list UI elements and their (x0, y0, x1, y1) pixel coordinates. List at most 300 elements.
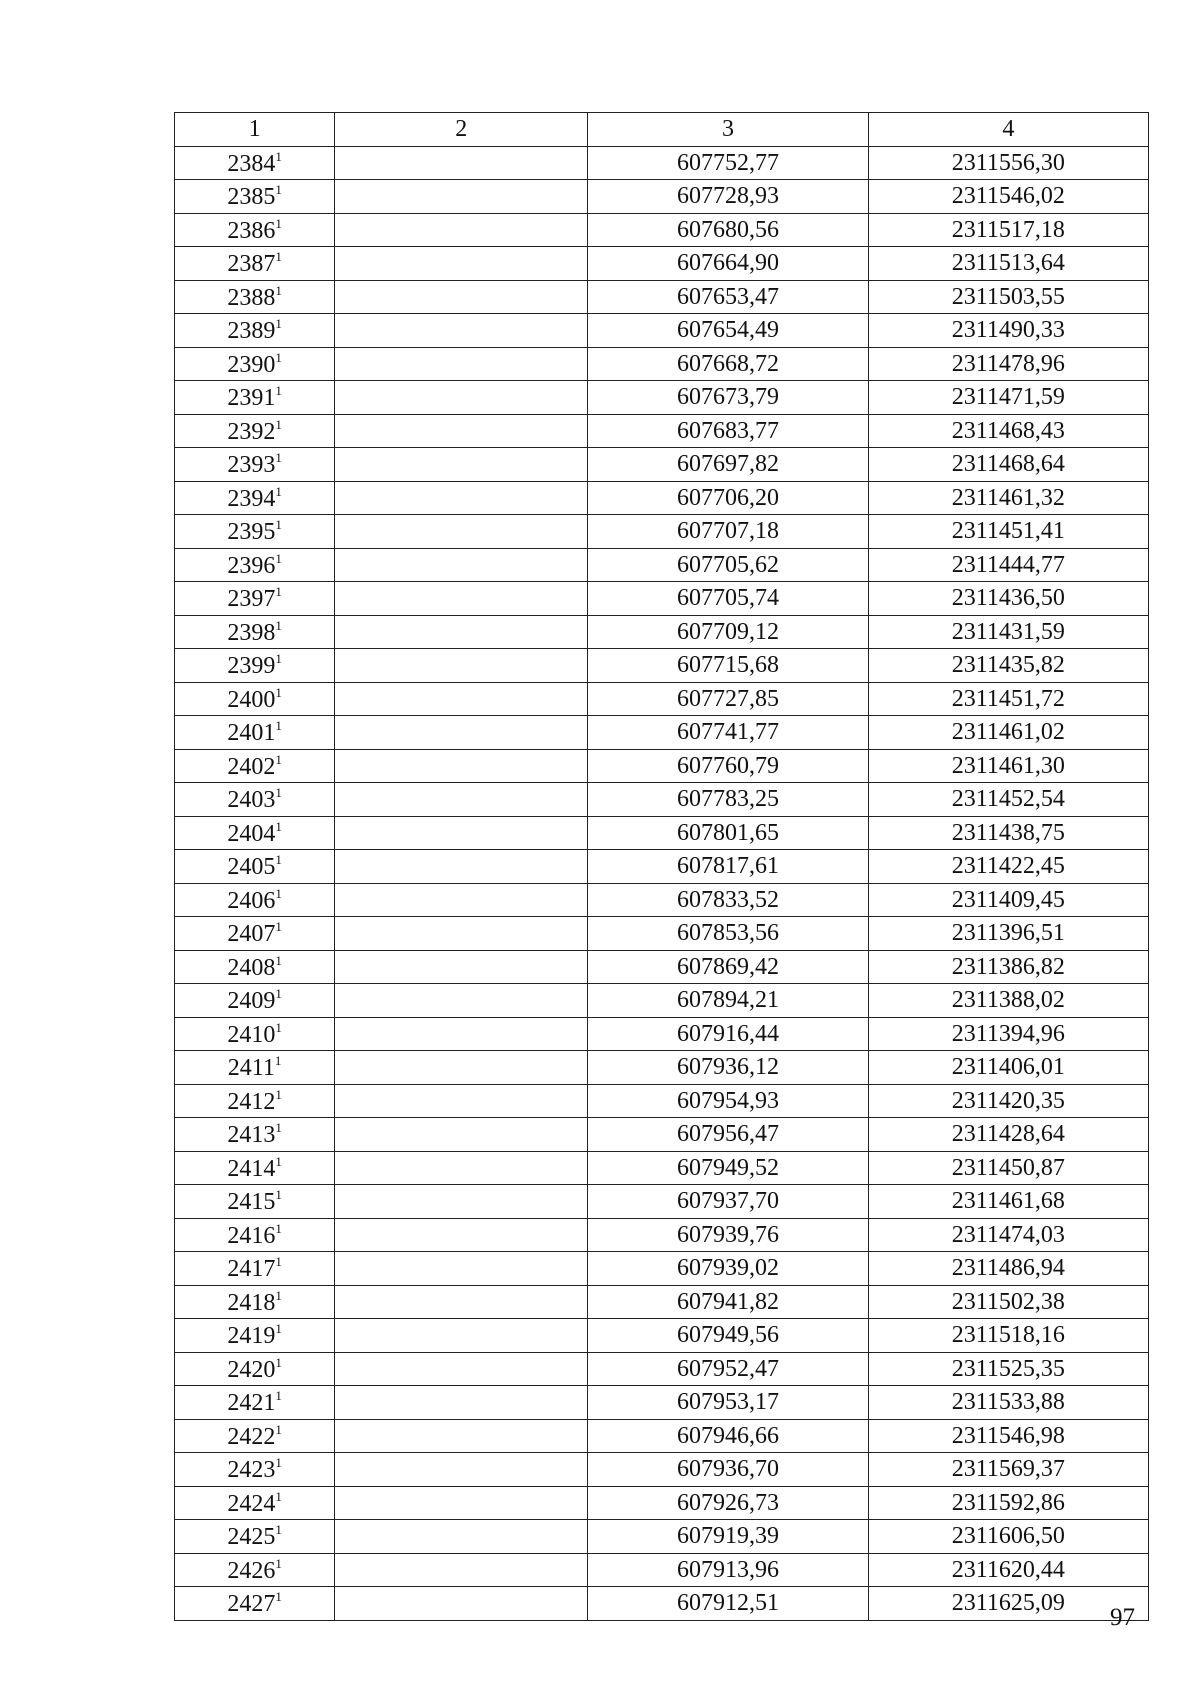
coordinate-y-cell: 2311468,43 (868, 414, 1148, 448)
table-row (175, 950, 1149, 984)
point-number-cell (175, 649, 335, 683)
point-number-cell (175, 716, 335, 750)
coordinate-x-cell: 607752,77 (588, 146, 868, 180)
table-row (175, 515, 1149, 549)
point-number-cell (175, 280, 335, 314)
point-number-cell (175, 816, 335, 850)
table-row (175, 582, 1149, 616)
column-2-cell (335, 314, 588, 348)
point-number: 2424 (227, 1490, 276, 1517)
column-2-cell (335, 682, 588, 716)
coordinate-x-cell: 607697,82 (588, 448, 868, 482)
column-2-cell (335, 1486, 588, 1520)
column-2-cell (335, 749, 588, 783)
coordinate-x-cell: 607949,52 (588, 1151, 868, 1185)
coordinate-y-cell: 2311406,01 (868, 1051, 1148, 1085)
coordinate-x-cell: 607941,82 (588, 1285, 868, 1319)
point-number-cell (175, 950, 335, 984)
point-number-superscript: 1 (275, 1388, 282, 1404)
table-row (175, 314, 1149, 348)
coordinate-x-cell: 607954,93 (588, 1084, 868, 1118)
point-number: 2398 (227, 619, 276, 646)
coordinate-x-cell: 607939,02 (588, 1252, 868, 1286)
column-2-cell (335, 1587, 588, 1621)
point-number-cell (175, 1486, 335, 1520)
table-header-row (175, 113, 1149, 147)
table-row (175, 146, 1149, 180)
point-number-superscript: 1 (275, 349, 282, 365)
point-number-cell (175, 1151, 335, 1185)
coordinate-y-cell: 2311461,32 (868, 481, 1148, 515)
point-number: 2397 (227, 586, 276, 613)
point-number-superscript: 1 (275, 919, 282, 935)
coordinate-x-cell: 607715,68 (588, 649, 868, 683)
coordinate-x-cell: 607707,18 (588, 515, 868, 549)
table-row (175, 1453, 1149, 1487)
point-number-superscript: 1 (275, 517, 282, 533)
point-number-superscript: 1 (275, 1421, 282, 1437)
point-number-superscript: 1 (275, 282, 282, 298)
column-2-cell (335, 1520, 588, 1554)
table-row (175, 1151, 1149, 1185)
column-2-cell (335, 917, 588, 951)
coordinate-y-cell: 2311452,54 (868, 783, 1148, 817)
column-2-cell (335, 716, 588, 750)
column-2-cell (335, 146, 588, 180)
table-row (175, 1017, 1149, 1051)
table-row (175, 615, 1149, 649)
table-row (175, 1285, 1149, 1319)
coordinates-table (174, 112, 1149, 1621)
coordinate-y-cell: 2311502,38 (868, 1285, 1148, 1319)
point-number-cell (175, 682, 335, 716)
column-2-cell (335, 247, 588, 281)
point-number: 2425 (227, 1524, 276, 1551)
coordinate-x-cell: 607936,12 (588, 1051, 868, 1085)
point-number: 2395 (227, 519, 276, 546)
table-row (175, 1218, 1149, 1252)
coordinate-x-cell: 607801,65 (588, 816, 868, 850)
point-number-superscript: 1 (275, 1287, 282, 1303)
coordinate-y-cell: 2311420,35 (868, 1084, 1148, 1118)
point-number-superscript: 1 (275, 249, 282, 265)
coordinate-y-cell: 2311606,50 (868, 1520, 1148, 1554)
point-number: 2392 (227, 418, 276, 445)
point-number-superscript: 1 (275, 1354, 282, 1370)
table-row (175, 749, 1149, 783)
point-number: 2427 (227, 1591, 276, 1618)
coordinate-y-cell: 2311490,33 (868, 314, 1148, 348)
point-number: 2391 (227, 385, 276, 412)
coordinate-x-cell: 607668,72 (588, 347, 868, 381)
point-number: 2387 (227, 251, 276, 278)
table-row (175, 1520, 1149, 1554)
point-number-cell (175, 314, 335, 348)
point-number-cell (175, 1252, 335, 1286)
coordinate-y-cell: 2311518,16 (868, 1319, 1148, 1353)
column-2-cell (335, 1084, 588, 1118)
point-number: 2423 (227, 1457, 276, 1484)
coordinate-x-cell: 607936,70 (588, 1453, 868, 1487)
table-row (175, 280, 1149, 314)
point-number: 2420 (227, 1356, 276, 1383)
table-row (175, 1553, 1149, 1587)
table-row (175, 347, 1149, 381)
column-2-cell (335, 448, 588, 482)
column-2-cell (335, 1386, 588, 1420)
table-row (175, 381, 1149, 415)
coordinate-y-cell: 2311592,86 (868, 1486, 1148, 1520)
table-row (175, 649, 1149, 683)
point-number-superscript: 1 (275, 1254, 282, 1270)
coordinate-x-cell: 607946,66 (588, 1419, 868, 1453)
coordinate-y-cell: 2311388,02 (868, 984, 1148, 1018)
coordinate-y-cell: 2311422,45 (868, 850, 1148, 884)
coordinate-y-cell: 2311409,45 (868, 883, 1148, 917)
point-number: 2417 (227, 1256, 276, 1283)
point-number: 2413 (227, 1122, 276, 1149)
table-row (175, 883, 1149, 917)
point-number: 2422 (227, 1423, 276, 1450)
coordinate-x-cell: 607760,79 (588, 749, 868, 783)
coordinate-y-cell: 2311474,03 (868, 1218, 1148, 1252)
point-number-cell (175, 414, 335, 448)
point-number-cell (175, 1285, 335, 1319)
point-number: 2408 (227, 954, 276, 981)
point-number-cell (175, 984, 335, 1018)
point-number-superscript: 1 (275, 1220, 282, 1236)
point-number: 2388 (227, 284, 276, 311)
point-number-superscript: 1 (275, 550, 282, 566)
coordinate-y-cell: 2311556,30 (868, 146, 1148, 180)
point-number-superscript: 1 (275, 1488, 282, 1504)
point-number-cell (175, 381, 335, 415)
point-number-superscript: 1 (275, 483, 282, 499)
column-2-cell (335, 1218, 588, 1252)
column-2-cell (335, 1185, 588, 1219)
point-number: 2393 (227, 452, 276, 479)
table-row (175, 917, 1149, 951)
table-row (175, 682, 1149, 716)
coordinate-y-cell: 2311468,64 (868, 448, 1148, 482)
coordinate-x-cell: 607653,47 (588, 280, 868, 314)
page-number: 97 (1110, 1604, 1135, 1631)
coordinate-y-cell: 2311569,37 (868, 1453, 1148, 1487)
point-number-cell (175, 1386, 335, 1420)
coordinate-x-cell: 607833,52 (588, 883, 868, 917)
point-number-cell (175, 1017, 335, 1051)
point-number: 2418 (227, 1289, 276, 1316)
column-2-cell (335, 1051, 588, 1085)
coordinate-y-cell: 2311396,51 (868, 917, 1148, 951)
point-number-superscript: 1 (275, 383, 282, 399)
table-row (175, 850, 1149, 884)
table-row (175, 414, 1149, 448)
point-number-superscript: 1 (275, 1522, 282, 1538)
coordinate-y-cell: 2311438,75 (868, 816, 1148, 850)
point-number: 2385 (227, 184, 276, 211)
coordinate-x-cell: 607939,76 (588, 1218, 868, 1252)
coordinate-y-cell: 2311620,44 (868, 1553, 1148, 1587)
column-2-cell (335, 515, 588, 549)
point-number-cell (175, 1051, 335, 1085)
point-number: 2412 (227, 1088, 276, 1115)
coordinate-x-cell: 607853,56 (588, 917, 868, 951)
point-number-superscript: 1 (275, 1153, 282, 1169)
point-number-cell (175, 1453, 335, 1487)
column-2-cell (335, 1319, 588, 1353)
coordinate-x-cell: 607952,47 (588, 1352, 868, 1386)
coordinate-x-cell: 607673,79 (588, 381, 868, 415)
point-number-superscript: 1 (275, 1086, 282, 1102)
coordinate-x-cell: 607926,73 (588, 1486, 868, 1520)
point-number: 2396 (227, 552, 276, 579)
point-number: 2394 (227, 485, 276, 512)
coordinate-y-cell: 2311517,18 (868, 213, 1148, 247)
column-2-cell (335, 347, 588, 381)
column-2-cell (335, 1553, 588, 1587)
coordinate-x-cell: 607869,42 (588, 950, 868, 984)
point-number-cell (175, 1084, 335, 1118)
column-2-cell (335, 615, 588, 649)
point-number: 2419 (227, 1323, 276, 1350)
point-number-cell (175, 448, 335, 482)
point-number: 2411 (227, 1055, 275, 1082)
point-number: 2401 (227, 720, 276, 747)
coordinate-y-cell: 2311625,09 (868, 1587, 1148, 1621)
column-2-cell (335, 816, 588, 850)
table-row (175, 984, 1149, 1018)
point-number: 2390 (227, 351, 276, 378)
point-number-superscript: 1 (275, 1455, 282, 1471)
point-number-cell (175, 481, 335, 515)
point-number-cell (175, 1319, 335, 1353)
table-row (175, 1419, 1149, 1453)
coordinate-y-cell: 2311450,87 (868, 1151, 1148, 1185)
point-number-superscript: 1 (275, 416, 282, 432)
point-number: 2404 (227, 820, 276, 847)
point-number-cell (175, 783, 335, 817)
column-2-cell (335, 883, 588, 917)
column-2-cell (335, 1252, 588, 1286)
coordinate-x-cell: 607817,61 (588, 850, 868, 884)
point-number-cell (175, 1118, 335, 1152)
column-2-cell (335, 481, 588, 515)
coordinate-x-cell: 607705,74 (588, 582, 868, 616)
table-row (175, 816, 1149, 850)
coordinate-y-cell: 2311513,64 (868, 247, 1148, 281)
column-header-2: 2 (335, 113, 588, 147)
coordinate-y-cell: 2311503,55 (868, 280, 1148, 314)
coordinate-y-cell: 2311386,82 (868, 950, 1148, 984)
column-2-cell (335, 950, 588, 984)
point-number-superscript: 1 (275, 1555, 282, 1571)
coordinate-y-cell: 2311478,96 (868, 347, 1148, 381)
column-2-cell (335, 1285, 588, 1319)
coordinate-x-cell: 607727,85 (588, 682, 868, 716)
coordinate-y-cell: 2311444,77 (868, 548, 1148, 582)
coordinate-y-cell: 2311461,30 (868, 749, 1148, 783)
point-number: 2416 (227, 1222, 276, 1249)
column-2-cell (335, 1017, 588, 1051)
point-number-cell (175, 850, 335, 884)
column-2-cell (335, 649, 588, 683)
table-row (175, 1084, 1149, 1118)
coordinate-x-cell: 607916,44 (588, 1017, 868, 1051)
point-number: 2414 (227, 1155, 276, 1182)
point-number-cell (175, 582, 335, 616)
point-number: 2406 (227, 887, 276, 914)
point-number-cell (175, 548, 335, 582)
coordinate-x-cell: 607783,25 (588, 783, 868, 817)
point-number: 2399 (227, 653, 276, 680)
point-number-superscript: 1 (275, 651, 282, 667)
point-number: 2405 (227, 854, 276, 881)
coordinate-y-cell: 2311431,59 (868, 615, 1148, 649)
column-header-3: 3 (588, 113, 868, 147)
point-number-cell (175, 615, 335, 649)
column-2-cell (335, 783, 588, 817)
point-number-cell (175, 1553, 335, 1587)
point-number-cell (175, 180, 335, 214)
point-number-superscript: 1 (275, 450, 282, 466)
point-number-cell (175, 1587, 335, 1621)
point-number-superscript: 1 (275, 1019, 282, 1035)
point-number: 2426 (227, 1557, 276, 1584)
column-2-cell (335, 548, 588, 582)
coordinate-y-cell: 2311428,64 (868, 1118, 1148, 1152)
point-number-cell (175, 146, 335, 180)
point-number-cell (175, 883, 335, 917)
column-2-cell (335, 1118, 588, 1152)
column-2-cell (335, 213, 588, 247)
table-row (175, 1319, 1149, 1353)
coordinate-x-cell: 607912,51 (588, 1587, 868, 1621)
point-number-cell (175, 1352, 335, 1386)
point-number-cell (175, 247, 335, 281)
point-number-cell (175, 917, 335, 951)
column-2-cell (335, 1151, 588, 1185)
coordinate-y-cell: 2311461,68 (868, 1185, 1148, 1219)
point-number-cell (175, 1520, 335, 1554)
point-number-superscript: 1 (275, 1321, 282, 1337)
table-row (175, 180, 1149, 214)
column-2-cell (335, 850, 588, 884)
table-row (175, 1386, 1149, 1420)
coordinate-y-cell: 2311461,02 (868, 716, 1148, 750)
table-row (175, 548, 1149, 582)
coordinate-x-cell: 607683,77 (588, 414, 868, 448)
point-number: 2403 (227, 787, 276, 814)
column-header-4: 4 (868, 113, 1148, 147)
column-2-cell (335, 582, 588, 616)
table-row (175, 1185, 1149, 1219)
point-number-superscript: 1 (275, 148, 282, 164)
coordinate-x-cell: 607919,39 (588, 1520, 868, 1554)
coordinate-y-cell: 2311451,41 (868, 515, 1148, 549)
table-row (175, 1486, 1149, 1520)
point-number-cell (175, 1218, 335, 1252)
point-number: 2421 (227, 1390, 276, 1417)
column-2-cell (335, 414, 588, 448)
point-number-cell (175, 213, 335, 247)
column-2-cell (335, 1453, 588, 1487)
point-number-superscript: 1 (275, 751, 282, 767)
point-number: 2415 (227, 1189, 276, 1216)
column-2-cell (335, 280, 588, 314)
coordinate-x-cell: 607706,20 (588, 481, 868, 515)
table-row (175, 1352, 1149, 1386)
column-2-cell (335, 984, 588, 1018)
column-header-1: 1 (175, 113, 335, 147)
point-number-superscript: 1 (275, 1187, 282, 1203)
coordinate-x-cell: 607705,62 (588, 548, 868, 582)
point-number-cell (175, 347, 335, 381)
point-number: 2410 (227, 1021, 276, 1048)
coordinate-x-cell: 607949,56 (588, 1319, 868, 1353)
coordinate-y-cell: 2311533,88 (868, 1386, 1148, 1420)
point-number-superscript: 1 (275, 316, 282, 332)
coordinate-x-cell: 607680,56 (588, 213, 868, 247)
table-row (175, 1252, 1149, 1286)
coordinate-x-cell: 607937,70 (588, 1185, 868, 1219)
coordinate-y-cell: 2311471,59 (868, 381, 1148, 415)
column-2-cell (335, 1419, 588, 1453)
table-row (175, 783, 1149, 817)
coordinate-y-cell: 2311486,94 (868, 1252, 1148, 1286)
point-number-superscript: 1 (275, 885, 282, 901)
table-row (175, 1051, 1149, 1085)
coordinate-x-cell: 607741,77 (588, 716, 868, 750)
point-number: 2402 (227, 753, 276, 780)
point-number-cell (175, 1185, 335, 1219)
point-number-superscript: 1 (275, 718, 282, 734)
point-number-superscript: 1 (275, 818, 282, 834)
table-row (175, 213, 1149, 247)
point-number-superscript: 1 (275, 182, 282, 198)
column-2-cell (335, 1352, 588, 1386)
coordinate-y-cell: 2311451,72 (868, 682, 1148, 716)
coordinate-y-cell: 2311525,35 (868, 1352, 1148, 1386)
point-number-superscript: 1 (275, 584, 282, 600)
point-number-cell (175, 515, 335, 549)
coordinate-x-cell: 607664,90 (588, 247, 868, 281)
point-number-cell (175, 1419, 335, 1453)
point-number: 2386 (227, 217, 276, 244)
coordinate-y-cell: 2311546,98 (868, 1419, 1148, 1453)
point-number: 2407 (227, 921, 276, 948)
point-number-superscript: 1 (275, 617, 282, 633)
point-number-superscript: 1 (275, 852, 282, 868)
column-2-cell (335, 381, 588, 415)
point-number-superscript: 1 (275, 215, 282, 231)
point-number-superscript: 1 (275, 1589, 282, 1605)
point-number-superscript: 1 (275, 952, 282, 968)
coordinate-y-cell: 2311436,50 (868, 582, 1148, 616)
coordinate-y-cell: 2311546,02 (868, 180, 1148, 214)
table-row (175, 1118, 1149, 1152)
coordinate-x-cell: 607956,47 (588, 1118, 868, 1152)
point-number: 2389 (227, 318, 276, 345)
coordinate-x-cell: 607728,93 (588, 180, 868, 214)
table-row (175, 247, 1149, 281)
point-number: 2409 (227, 988, 276, 1015)
table-row (175, 481, 1149, 515)
point-number-superscript: 1 (275, 986, 282, 1002)
coordinate-y-cell: 2311435,82 (868, 649, 1148, 683)
column-2-cell (335, 180, 588, 214)
table-row (175, 448, 1149, 482)
